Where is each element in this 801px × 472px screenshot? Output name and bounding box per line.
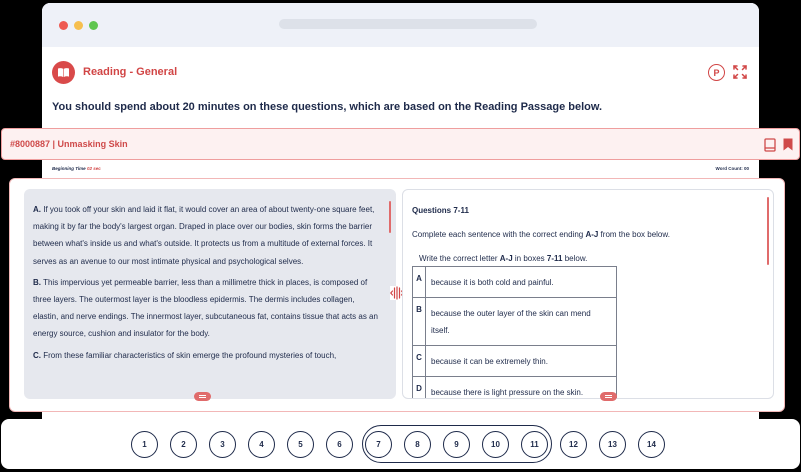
close-window-dot[interactable] — [59, 21, 68, 30]
question-nav-4[interactable]: 4 — [248, 431, 275, 458]
reading-passage-pane[interactable] — [24, 189, 396, 399]
passage-paragraph-c: C. From these familiar characteristics of skin emerge the profound mysteries of touch, — [33, 350, 337, 360]
passage-text — [33, 201, 381, 368]
ending-text: because it is both cold and painful. — [426, 267, 617, 298]
question-nav-9[interactable]: 9 — [443, 431, 470, 458]
ending-row-d — [413, 377, 617, 400]
app-title: Reading - General — [83, 66, 178, 78]
fullscreen-icon[interactable] — [733, 65, 747, 79]
passage-title: #8000887 | Unmasking Skin — [10, 139, 128, 149]
question-nav-12[interactable]: 12 — [560, 431, 587, 458]
content-frame — [9, 178, 785, 412]
question-navigation — [1, 419, 800, 469]
questions-instruction: Complete each sentence with the correct ending A-J from the box below. — [412, 230, 670, 239]
maximize-window-dot[interactable] — [89, 21, 98, 30]
question-nav-8[interactable]: 8 — [404, 431, 431, 458]
word-count: Word Count: 00 — [715, 166, 749, 171]
question-nav-3[interactable]: 3 — [209, 431, 236, 458]
ending-text: because it can be extremely thin. — [426, 346, 617, 377]
ending-letter: D — [413, 377, 426, 400]
endings-table — [412, 266, 617, 399]
passage-paragraph-a: A. If you took off your skin and laid it flat, it would cover an area of about twenty-one square feet, making it by far the body's largest organ. Draped in place over our bodies, skin forms the barrier between what's inside us and what's outside. It protects us from a multitude of external forces. It serves as an avenue to our most intimate physical and psychological selves. — [33, 205, 375, 266]
passage-info-row — [42, 160, 759, 178]
question-nav-13[interactable]: 13 — [599, 431, 626, 458]
question-nav-2[interactable]: 2 — [170, 431, 197, 458]
question-nav-5[interactable]: 5 — [287, 431, 314, 458]
passage-paragraph-b: B. This impervious yet permeable barrier, less than a millimetre thick in places, is composed of three layers. The outermost layer is the bloodless epidermis. The dermis includes collagen, elastin, and nerve endings. The innermost layer, subcutaneous fat, contains tissue that acts as an energy source, cushion and insulator for the body. — [33, 277, 378, 339]
browser-chrome — [42, 3, 759, 47]
notes-book-icon[interactable] — [764, 138, 776, 152]
question-nav-11[interactable]: 11 — [521, 431, 548, 458]
question-nav-6[interactable]: 6 — [326, 431, 353, 458]
questions-title: Questions 7-11 — [412, 206, 469, 215]
question-nav-14[interactable]: 14 — [638, 431, 665, 458]
ending-row-c — [413, 346, 617, 377]
word-count-value: 00 — [743, 166, 749, 171]
passage-collapse-button[interactable] — [194, 392, 211, 401]
ending-text: because the outer layer of the skin can mend itself. — [426, 298, 617, 346]
question-nav-7[interactable]: 7 — [365, 431, 392, 458]
beginning-time-value: 02 sec — [86, 166, 101, 171]
app-header — [42, 47, 759, 97]
questions-pane[interactable] — [402, 189, 774, 399]
mode-p-button[interactable]: P — [708, 64, 725, 81]
questions-sub-instruction: Write the correct letter A-J in boxes 7-11 below. — [419, 254, 588, 263]
book-open-icon — [52, 61, 75, 84]
passage-scrollbar[interactable] — [389, 201, 391, 233]
address-bar[interactable] — [279, 19, 537, 29]
ending-letter: C — [413, 346, 426, 377]
ending-row-b — [413, 298, 617, 346]
ending-row-a — [413, 267, 617, 298]
section-instructions: You should spend about 20 minutes on these questions, which are based on the Reading Passage below. — [52, 101, 603, 113]
question-nav-1[interactable]: 1 — [131, 431, 158, 458]
bookmark-icon[interactable] — [783, 138, 793, 151]
questions-collapse-button[interactable] — [600, 392, 617, 401]
passage-header-bar — [1, 128, 800, 160]
ending-letter: A — [413, 267, 426, 298]
question-nav-10[interactable]: 10 — [482, 431, 509, 458]
beginning-time: Beginning Time 02 sec — [52, 166, 101, 171]
questions-scrollbar[interactable] — [767, 197, 769, 265]
ending-text: because there is light pressure on the skin. — [426, 377, 617, 400]
ending-letter: B — [413, 298, 426, 346]
minimize-window-dot[interactable] — [74, 21, 83, 30]
